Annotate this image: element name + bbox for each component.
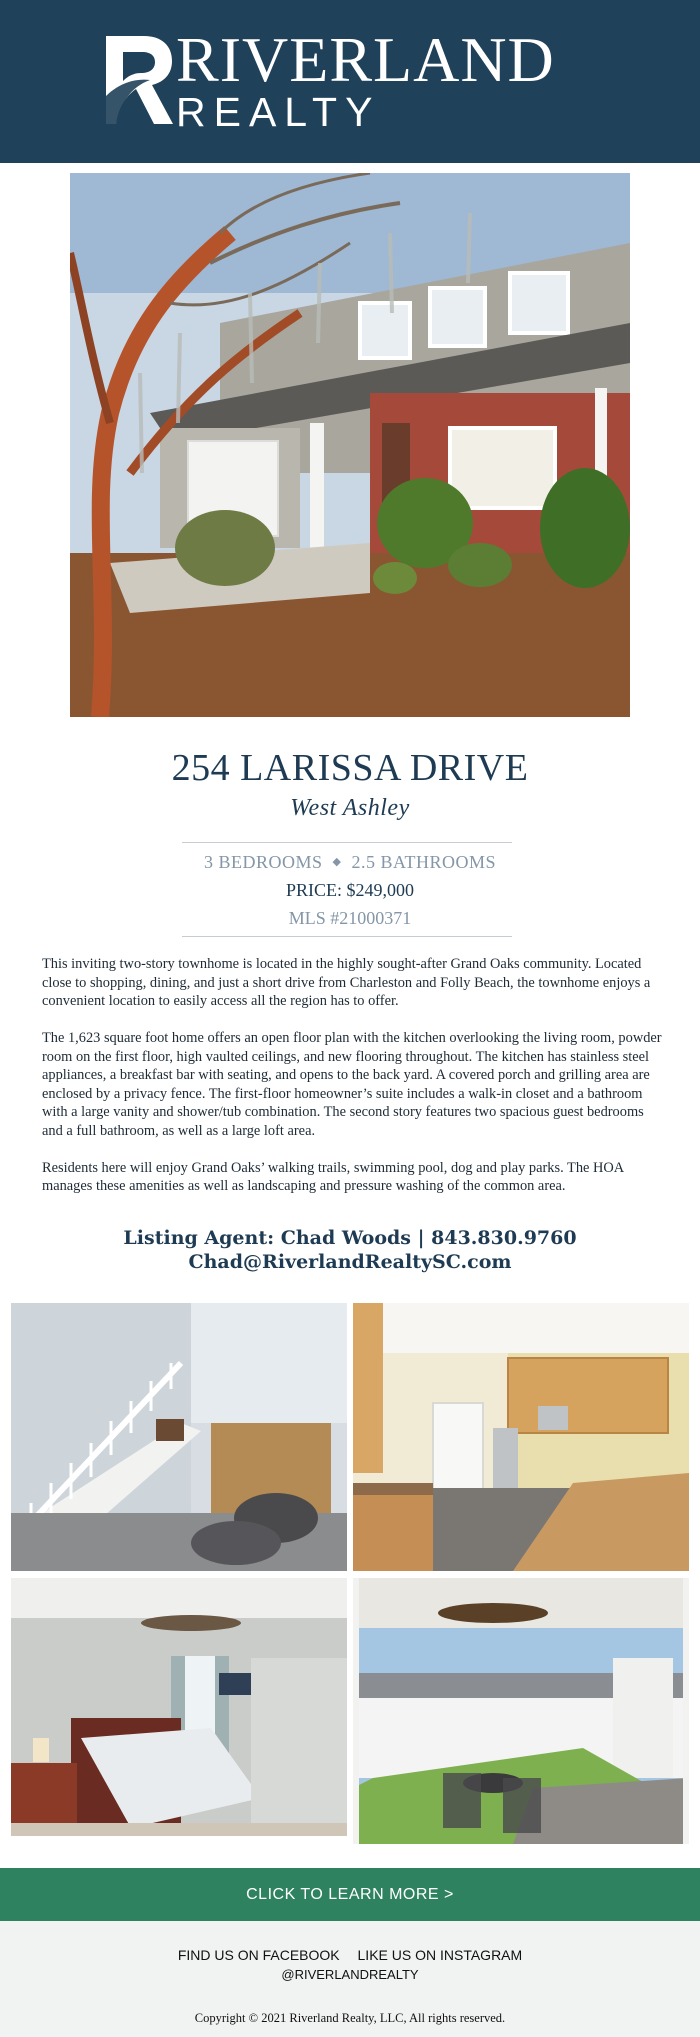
social-handle[interactable]: @RIVERLANDREALTY — [281, 1967, 419, 1982]
agent-email-link[interactable]: Chad@RiverlandRealtySC.com — [188, 1251, 512, 1273]
photo-covered-patio[interactable] — [353, 1578, 689, 1844]
listing-facts — [0, 848, 700, 932]
description-paragraph: Residents here will enjoy Grand Oaks’ walking trails, swimming pool, dog and play parks. The HOA manages these amenities as well as landscaping and pressure washing of the common area. — [42, 1159, 624, 1194]
brand-name-line2: REALTY — [176, 89, 381, 135]
listing-area: West Ashley — [290, 795, 410, 821]
hero-photo-townhome-exterior[interactable] — [70, 173, 630, 717]
listing-price: PRICE: $249,000 — [285, 880, 414, 900]
agent-name-phone[interactable]: Listing Agent: Chad Woods | 843.830.9760 — [123, 1227, 577, 1249]
header-banner — [0, 0, 700, 163]
listing-mls: MLS #21000371 — [288, 908, 412, 928]
instagram-link[interactable]: LIKE US ON INSTAGRAM — [357, 1947, 523, 1963]
bathrooms-count: 2.5 BATHROOMS — [351, 852, 497, 872]
description-paragraph: The 1,623 square foot home offers an open floor plan with the kitchen overlooking the living room, powder room on the first floor, high vaulted ceilings, and new flooring throughout. The kitchen has stainless steel appliances, a breakfast bar with seating, and opens to the back yard. A covered porch and grilling area are enclosed by a privacy fence. The first-floor homeowner’s suite includes a walk-in closet and a bathroom with a large vanity and shower/tub combination. The second story features two spacious guest bedrooms and a full bathroom, as well as a large loft area. — [42, 1030, 662, 1139]
brand-name-line1: RIVERLAND — [176, 24, 555, 95]
photo-kitchen[interactable] — [353, 1303, 689, 1571]
room-counts — [0, 848, 700, 876]
divider-top — [182, 842, 512, 843]
diamond-separator-icon: ◆ — [332, 856, 342, 868]
photo-bedroom[interactable] — [11, 1578, 347, 1836]
listing-address: 254 LARISSA DRIVE — [171, 747, 529, 789]
description-paragraph: This inviting two-story townhome is located in the highly sought-after Grand Oaks community. Located close to shopping, dining, and just a short drive from Charleston and Folly Beach, the townhome enjoys a convenient location to easily access all the region has to offer. — [42, 956, 651, 1009]
social-links — [0, 1945, 700, 1965]
divider-bottom — [182, 936, 512, 937]
bedrooms-count: 3 BEDROOMS — [203, 852, 323, 872]
riverland-r-mark-icon — [104, 34, 174, 126]
riverland-logo[interactable] — [104, 24, 634, 135]
learn-more-button[interactable]: CLICK TO LEARN MORE > — [0, 1868, 700, 1921]
photo-living-room-staircase[interactable] — [11, 1303, 347, 1571]
listing-agent-contact — [0, 1226, 700, 1274]
facebook-link[interactable]: FIND US ON FACEBOOK — [177, 1947, 340, 1963]
footer — [0, 1921, 700, 2037]
copyright-text: Copyright © 2021 Riverland Realty, LLC, All rights reserved. — [194, 2011, 506, 2025]
listing-title-block — [0, 745, 700, 825]
listing-description — [42, 955, 662, 1214]
